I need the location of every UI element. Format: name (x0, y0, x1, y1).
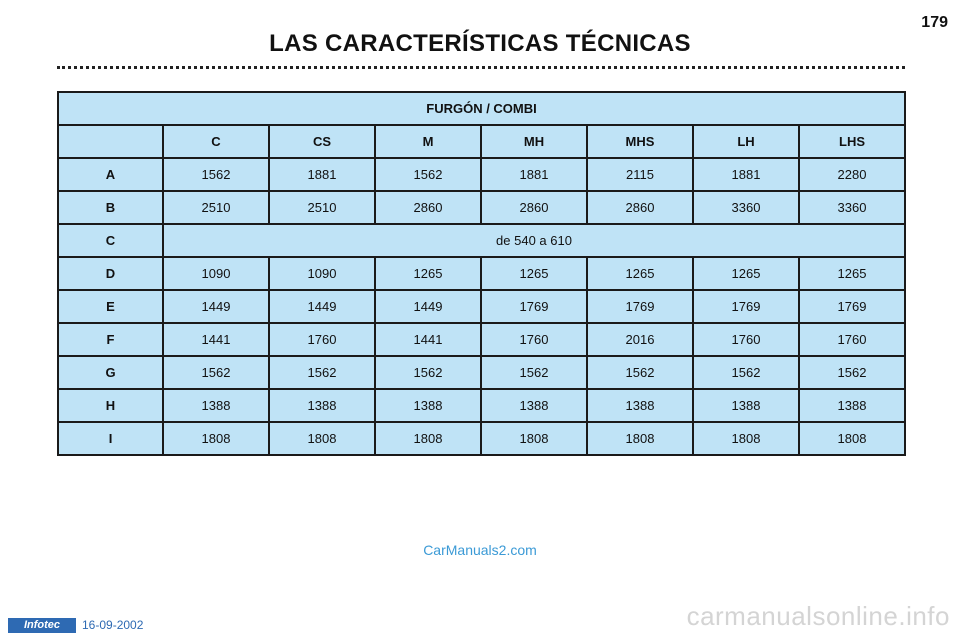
row-label: A (58, 158, 163, 191)
value-cell: 2860 (375, 191, 481, 224)
section-title: FURGÓN / COMBI (58, 92, 905, 125)
row-label: E (58, 290, 163, 323)
value-cell: 1265 (799, 257, 905, 290)
value-cell: 2510 (269, 191, 375, 224)
value-cell: 1449 (269, 290, 375, 323)
table-row (58, 422, 905, 455)
value-cell: 1388 (375, 389, 481, 422)
value-cell: 1449 (163, 290, 269, 323)
value-cell: 1388 (269, 389, 375, 422)
table-row (58, 323, 905, 356)
value-cell: 1562 (693, 356, 799, 389)
row-label: D (58, 257, 163, 290)
column-header: CS (269, 125, 375, 158)
value-cell: 1090 (269, 257, 375, 290)
value-cell: 2860 (481, 191, 587, 224)
value-cell: 1388 (799, 389, 905, 422)
row-label: F (58, 323, 163, 356)
infotec-logo: Infotec (8, 618, 76, 633)
value-cell: 1760 (693, 323, 799, 356)
spanning-value-cell: de 540 a 610 (163, 224, 905, 257)
table-row (58, 191, 905, 224)
page-number: 179 (921, 14, 948, 31)
value-cell: 1562 (375, 356, 481, 389)
column-header: LHS (799, 125, 905, 158)
column-header: C (163, 125, 269, 158)
value-cell: 3360 (693, 191, 799, 224)
value-cell: 1808 (693, 422, 799, 455)
empty-corner-cell (58, 125, 163, 158)
value-cell: 1808 (375, 422, 481, 455)
value-cell: 2280 (799, 158, 905, 191)
dotted-divider (57, 66, 905, 69)
value-cell: 1562 (799, 356, 905, 389)
row-label: G (58, 356, 163, 389)
row-label: B (58, 191, 163, 224)
value-cell: 1562 (269, 356, 375, 389)
value-cell: 1808 (799, 422, 905, 455)
value-cell: 1562 (587, 356, 693, 389)
value-cell: 1265 (481, 257, 587, 290)
section-row (58, 92, 905, 125)
value-cell: 1265 (693, 257, 799, 290)
value-cell: 3360 (799, 191, 905, 224)
table-row (58, 290, 905, 323)
carmanuals-link[interactable]: CarManuals2.com (423, 542, 537, 558)
value-cell: 2016 (587, 323, 693, 356)
value-cell: 1769 (481, 290, 587, 323)
value-cell: 1562 (163, 356, 269, 389)
row-label: C (58, 224, 163, 257)
value-cell: 1441 (163, 323, 269, 356)
value-cell: 1388 (587, 389, 693, 422)
row-label: I (58, 422, 163, 455)
row-label: H (58, 389, 163, 422)
value-cell: 1881 (481, 158, 587, 191)
value-cell: 1808 (269, 422, 375, 455)
column-header-row (58, 125, 905, 158)
watermark-domain: carmanualsonline.info (686, 601, 950, 631)
value-cell: 1265 (587, 257, 693, 290)
value-cell: 1562 (375, 158, 481, 191)
value-cell: 1388 (693, 389, 799, 422)
table-row (58, 257, 905, 290)
value-cell: 1265 (375, 257, 481, 290)
column-header: MHS (587, 125, 693, 158)
value-cell: 1760 (481, 323, 587, 356)
value-cell: 1388 (163, 389, 269, 422)
page-title: LAS CARACTERÍSTICAS TÉCNICAS (269, 30, 691, 57)
column-header: LH (693, 125, 799, 158)
column-header: MH (481, 125, 587, 158)
value-cell: 1562 (163, 158, 269, 191)
value-cell: 2860 (587, 191, 693, 224)
value-cell: 1881 (269, 158, 375, 191)
table-row (58, 224, 905, 257)
value-cell: 1760 (799, 323, 905, 356)
value-cell: 1449 (375, 290, 481, 323)
value-cell: 1808 (587, 422, 693, 455)
footer-date: 16-09-2002 (82, 618, 144, 632)
value-cell: 1388 (481, 389, 587, 422)
column-header: M (375, 125, 481, 158)
value-cell: 1808 (481, 422, 587, 455)
value-cell: 1760 (269, 323, 375, 356)
value-cell: 2115 (587, 158, 693, 191)
table-row (58, 356, 905, 389)
value-cell: 1881 (693, 158, 799, 191)
value-cell: 2510 (163, 191, 269, 224)
table-row (58, 158, 905, 191)
value-cell: 1769 (693, 290, 799, 323)
table-row (58, 389, 905, 422)
value-cell: 1090 (163, 257, 269, 290)
specifications-table (57, 91, 906, 456)
value-cell: 1808 (163, 422, 269, 455)
value-cell: 1441 (375, 323, 481, 356)
value-cell: 1769 (587, 290, 693, 323)
value-cell: 1562 (481, 356, 587, 389)
value-cell: 1769 (799, 290, 905, 323)
